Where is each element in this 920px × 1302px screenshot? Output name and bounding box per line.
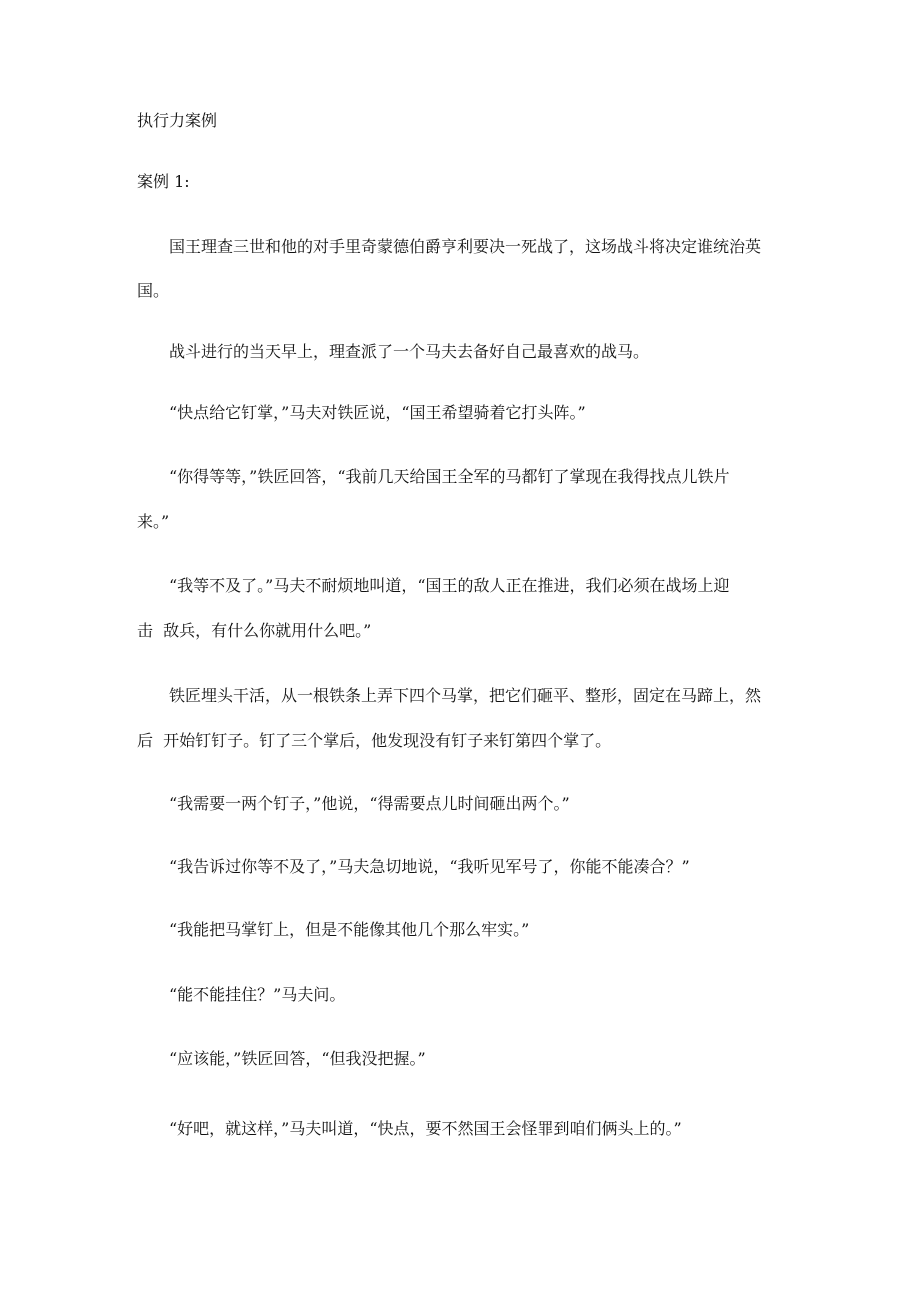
paragraph-7-line-1: “我需要一两个钉子，”他说，“得需要点儿时间砸出两个。” — [169, 794, 570, 813]
paragraph-4-line-2: 来。” — [137, 512, 170, 531]
case-label: 案例 1: — [137, 172, 190, 191]
paragraph-3-line-1: “快点给它钉掌，”马夫对铁匠说，“国王希望骑着它打头阵。” — [169, 403, 586, 422]
paragraph-2-line-1: 战斗进行的当天早上，理查派了一个马夫去备好自己最喜欢的战马。 — [169, 342, 650, 361]
paragraph-1-line-1: 国王理查三世和他的对手里奇蒙德伯爵亨利要决一死战了，这场战斗将决定谁统治英 — [169, 237, 762, 256]
paragraph-11-line-1: “应该能，”铁匠回答，“但我没把握。” — [169, 1049, 426, 1068]
document-title: 执行力案例 — [137, 111, 218, 130]
paragraph-10-line-1: “能不能挂住？”马夫问。 — [169, 985, 346, 1004]
paragraph-5-line-1: “我等不及了。”马夫不耐烦地叫道，“国王的敌人正在推进，我们必须在战场上迎 — [169, 576, 730, 595]
paragraph-12-line-1: “好吧，就这样，”马夫叫道，“快点，要不然国王会怪罪到咱们俩头上的。” — [169, 1119, 682, 1138]
paragraph-1-line-2: 国。 — [137, 281, 170, 300]
paragraph-8-line-1: “我告诉过你等不及了，”马夫急切地说，“我听见军号了，你能不能凑合？” — [169, 857, 690, 876]
paragraph-5-line-2: 击 敌兵，有什么你就用什么吧。” — [137, 621, 372, 640]
paragraph-6-line-2: 后 开始钉钉子。钉了三个掌后，他发现没有钉子来钉第四个掌了。 — [137, 731, 612, 750]
paragraph-6-line-1: 铁匠埋头干活，从一根铁条上弄下四个马掌，把它们砸平、整形，固定在马蹄上，然 — [169, 686, 762, 705]
paragraph-9-line-1: “我能把马掌钉上，但是不能像其他几个那么牢实。” — [169, 920, 530, 939]
paragraph-4-line-1: “你得等等，”铁匠回答，“我前几天给国王全军的马都钉了掌现在我得找点儿铁片 — [169, 467, 730, 486]
